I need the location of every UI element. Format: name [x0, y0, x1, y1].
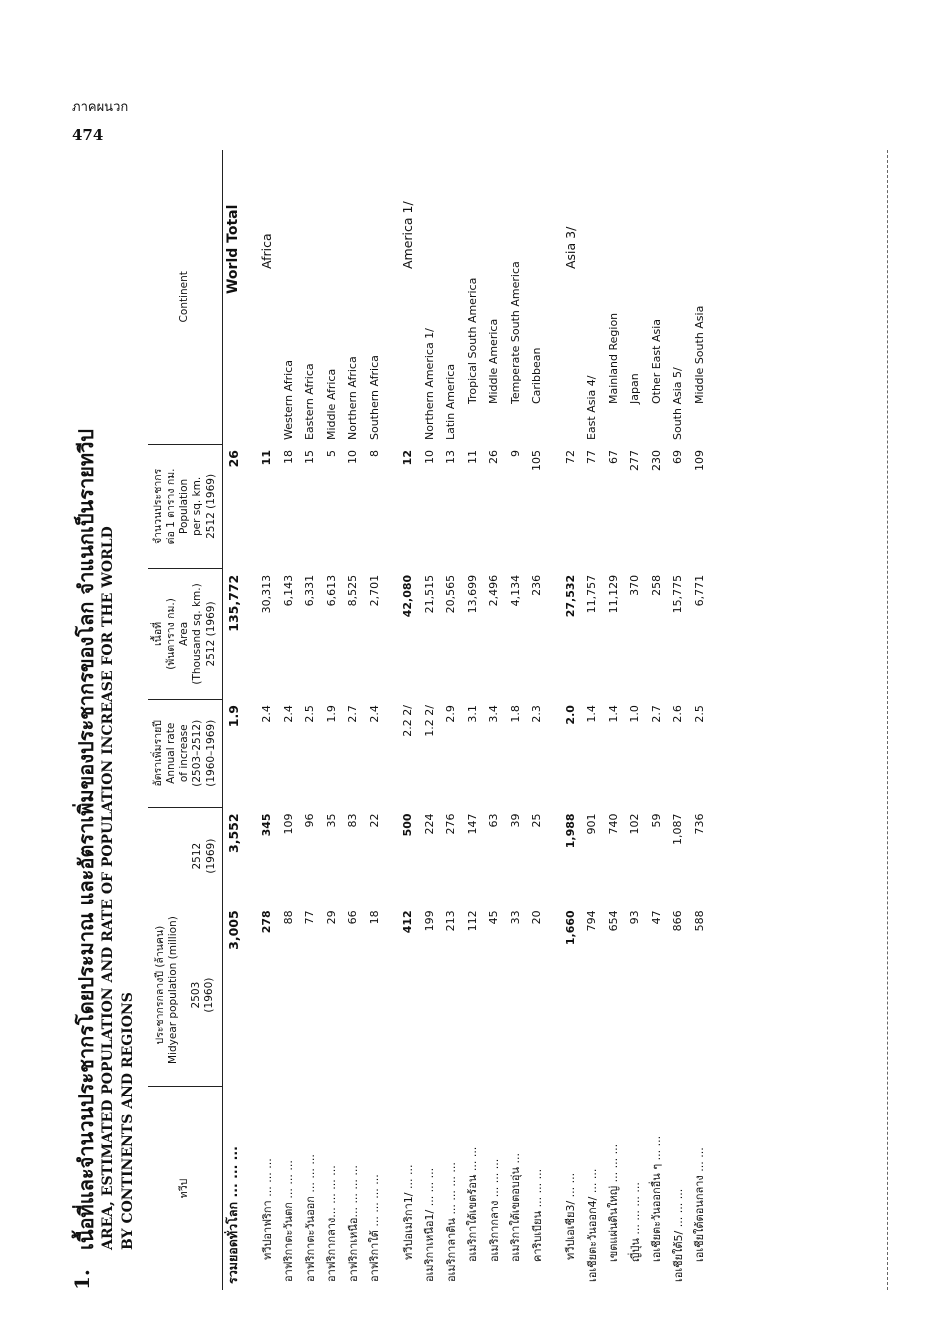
- row-area: 20,565: [444, 574, 458, 614]
- row-density: 105: [530, 450, 544, 472]
- row-pop-1969: 109: [281, 813, 295, 835]
- header-density-english-2: per sq. km.: [191, 476, 204, 537]
- row-thai-name: เอเชียใต้ตอนกลาง ... ...: [693, 1147, 707, 1262]
- row-pop-1969: 1,087: [671, 813, 685, 845]
- table-title-english: AREA, ESTIMATED POPULATION AND RATE OF POPULATION INCREASE FOR THE WORLD: [100, 526, 116, 1250]
- row-density: 8: [367, 450, 381, 458]
- header-rate-period-thai: (2503–2512): [191, 719, 204, 787]
- table-row: [222, 150, 244, 1290]
- row-area: 15,775: [671, 574, 685, 614]
- row-pop-1960: 213: [444, 910, 458, 932]
- table-row: [624, 150, 646, 1290]
- row-english-name: Tropical South America: [465, 277, 479, 405]
- row-thai-name: ทวีปเอเชีย3/ ... ...: [564, 1172, 578, 1260]
- row-pop-1969: 1,988: [563, 813, 577, 849]
- table-row: [526, 150, 548, 1290]
- row-rate: 1.2 2/: [422, 705, 436, 737]
- row-english-name: Eastern Africa: [303, 363, 317, 441]
- row-density: 9: [508, 450, 522, 458]
- row-area: 4,134: [508, 574, 522, 607]
- row-pop-1969: 102: [628, 813, 642, 835]
- header-density: [148, 444, 222, 569]
- row-english-name: Western Africa: [281, 360, 295, 441]
- row-rate: 3.1: [465, 705, 479, 723]
- row-pop-1969: 147: [465, 813, 479, 835]
- row-rate: 2.5: [692, 705, 706, 723]
- row-area: 2,496: [487, 574, 501, 607]
- row-rate: 1.9: [324, 705, 338, 723]
- row-rate: 2.2 2/: [401, 705, 415, 737]
- row-thai-name: รวมยอดทั่วโลก ... ... ...: [225, 1146, 241, 1284]
- table-row: [689, 150, 711, 1290]
- row-pop-1969: 500: [401, 813, 415, 837]
- row-pop-1960: 866: [671, 910, 685, 932]
- row-pop-1969: 276: [444, 813, 458, 835]
- row-thai-name: คาริบเบียน ... ... ...: [530, 1168, 544, 1262]
- header-area-english-1: Area: [178, 621, 191, 647]
- table-title-thai: เนื้อที่และจำนวนประชากรโดยประมาณ และอัตราเพิ่มของประชากรของโลก จำแนกเป็นรายทวีป: [74, 428, 98, 1250]
- table-row: [505, 150, 527, 1290]
- row-rate: 3.4: [487, 705, 501, 723]
- header-year1-thai: 2503: [189, 981, 202, 1009]
- row-rate: 2.4: [260, 705, 274, 723]
- row-rate: 2.6: [671, 705, 685, 723]
- row-density: 12: [401, 450, 415, 466]
- row-density: 26: [487, 450, 501, 465]
- header-pop-1969: [148, 807, 222, 904]
- row-pop-1960: 66: [346, 910, 360, 925]
- header-year2-thai: 2512: [191, 842, 204, 870]
- row-pop-1960: 412: [401, 910, 415, 934]
- row-thai-name: อาฟริกาตะวันตก ... ... ...: [282, 1160, 296, 1282]
- row-rate: 2.9: [444, 705, 458, 723]
- row-thai-name: เอเชียตะวันออกอื่น ๆ ... ...: [650, 1135, 664, 1262]
- row-english-name: Middle South Asia: [692, 305, 706, 405]
- row-area: 6,331: [303, 574, 317, 607]
- header-midyear-thai: ประชากรกลางปี (ล้านคน): [153, 925, 166, 1045]
- row-english-name: America 1/: [400, 201, 416, 270]
- row-pop-1960: 654: [606, 910, 620, 932]
- row-density: 109: [692, 450, 706, 472]
- row-pop-1960: 794: [585, 910, 599, 932]
- row-rate: 1.9: [225, 705, 241, 728]
- header-rate-period-english: (1960–1969): [204, 719, 217, 787]
- header-density-english-1: Population: [178, 478, 191, 534]
- row-pop-1969: 63: [487, 813, 501, 828]
- row-english-name: Africa: [259, 233, 275, 270]
- table-row: [646, 150, 668, 1290]
- row-area: 30,313: [260, 574, 274, 614]
- row-area: 258: [649, 574, 663, 596]
- spacer-row: [548, 150, 560, 1290]
- row-area: 236: [530, 574, 544, 596]
- table-row: [603, 150, 625, 1290]
- row-rate: 2.4: [281, 705, 295, 723]
- row-english-name: Other East Asia: [649, 319, 663, 405]
- row-area: 42,080: [401, 574, 415, 618]
- row-english-name: South Asia 5/: [671, 367, 685, 441]
- row-area: 6,143: [281, 574, 295, 607]
- row-pop-1960: 199: [422, 910, 436, 932]
- row-pop-1960: 29: [324, 910, 338, 925]
- row-pop-1960: 20: [530, 910, 544, 925]
- row-thai-name: อาฟริกาใต้ ... ... ... ...: [368, 1174, 382, 1282]
- row-pop-1960: 47: [649, 910, 663, 925]
- row-density: 15: [303, 450, 317, 465]
- row-rate: 2.4: [367, 705, 381, 723]
- header-continent-thai: ทวีป: [148, 1086, 222, 1290]
- row-thai-name: ทวีปอาฟริกา ... ... ...: [260, 1158, 274, 1260]
- row-pop-1969: 96: [303, 813, 317, 828]
- row-english-name: Mainland Region: [606, 312, 620, 405]
- row-density: 77: [585, 450, 599, 465]
- row-english-name: Temperate South America: [508, 261, 522, 405]
- table-row: [364, 150, 386, 1290]
- row-rate: 1.4: [606, 705, 620, 723]
- page-number: 474: [72, 126, 104, 144]
- row-pop-1960: 33: [508, 910, 522, 925]
- row-pop-1960: 588: [692, 910, 706, 932]
- row-pop-1969: 83: [346, 813, 360, 828]
- table-row: [483, 150, 505, 1290]
- spacer-row: [385, 150, 397, 1290]
- header-area-english-2: (Thousand sq. km.): [191, 583, 204, 685]
- row-english-name: World Total: [225, 204, 242, 295]
- row-pop-1960: 93: [628, 910, 642, 925]
- row-density: 67: [606, 450, 620, 465]
- row-pop-1960: 112: [465, 910, 479, 932]
- row-area: 370: [628, 574, 642, 596]
- spacer-row: [244, 150, 256, 1290]
- table-row: [397, 150, 419, 1290]
- table-bottom-rule: [887, 150, 888, 1290]
- row-density: 18: [281, 450, 295, 465]
- section-label: ภาคผนวก: [72, 100, 129, 115]
- row-english-name: Middle America: [487, 318, 501, 405]
- row-pop-1969: 224: [422, 813, 436, 835]
- row-pop-1969: 25: [530, 813, 544, 828]
- row-thai-name: อเมริกาเหนือ1/ ... ... ...: [423, 1167, 437, 1282]
- row-area: 11,757: [585, 574, 599, 614]
- row-pop-1969: 59: [649, 813, 663, 828]
- row-pop-1960: 18: [367, 910, 381, 925]
- row-pop-1969: 901: [585, 813, 599, 835]
- row-density: 13: [444, 450, 458, 465]
- row-pop-1969: 22: [367, 813, 381, 828]
- row-density: 11: [260, 450, 274, 466]
- row-area: 11,129: [606, 574, 620, 614]
- header-year2-english: (1969): [204, 838, 217, 874]
- row-pop-1969: 740: [606, 813, 620, 835]
- row-english-name: Asia 3/: [562, 226, 578, 270]
- row-area: 135,772: [225, 574, 241, 632]
- row-pop-1969: 345: [260, 813, 274, 837]
- table-row: [299, 150, 321, 1290]
- row-density: 11: [465, 450, 479, 465]
- row-thai-name: อเมริกาใต้เขตร้อน ... ...: [466, 1146, 480, 1262]
- row-density: 69: [671, 450, 685, 465]
- row-area: 6,613: [324, 574, 338, 607]
- table-row: [278, 150, 300, 1290]
- table-row: [419, 150, 441, 1290]
- table-row: [440, 150, 462, 1290]
- row-density: 72: [563, 450, 577, 465]
- row-rate: 1.4: [585, 705, 599, 723]
- row-english-name: Japan: [628, 373, 642, 405]
- row-thai-name: อเมริกาลาติน ... ... ... ...: [444, 1162, 458, 1282]
- row-rate: 1.8: [508, 705, 522, 723]
- table-row: [342, 150, 364, 1290]
- table-title-english-line2: BY CONTINENTS AND REGIONS: [120, 992, 136, 1250]
- row-english-name: Middle Africa: [324, 368, 338, 441]
- row-pop-1960: 45: [487, 910, 501, 925]
- row-pop-1960: 88: [281, 910, 295, 925]
- row-thai-name: ทวีปอเมริกา1/ ... ...: [401, 1164, 415, 1260]
- row-rate: 2.7: [346, 705, 360, 723]
- row-pop-1969: 39: [508, 813, 522, 828]
- row-density: 277: [628, 450, 642, 472]
- header-continent-english: Continent: [148, 150, 222, 444]
- row-english-name: Latin America: [444, 363, 458, 441]
- header-rate-thai: อัตราเพิ่มรายปี: [152, 720, 164, 787]
- row-english-name: East Asia 4/: [585, 375, 599, 441]
- row-thai-name: เอเชียใต้5/ ... ... ...: [671, 1188, 685, 1282]
- table-row: [256, 150, 278, 1290]
- header-area-thai-1: เนื้อที่: [152, 621, 164, 646]
- row-pop-1969: 35: [324, 813, 338, 828]
- row-thai-name: อเมริกาใต้เขตอบอุ่น ...: [509, 1152, 523, 1262]
- row-rate: 2.5: [303, 705, 317, 723]
- row-thai-name: อาฟริกาตะวันออก ... ... ...: [303, 1154, 317, 1282]
- row-density: 230: [649, 450, 663, 472]
- population-table: [148, 150, 710, 1290]
- row-area: 13,699: [465, 574, 479, 614]
- table-row: [667, 150, 689, 1290]
- row-rate: 1.0: [628, 705, 642, 723]
- row-thai-name: อาฟริกากลาง... ... ... ...: [325, 1165, 339, 1282]
- row-english-name: Northern Africa: [346, 356, 360, 441]
- row-rate: 2.7: [649, 705, 663, 723]
- row-thai-name: เขตแผ่นดินใหญ่ ... ... ...: [607, 1143, 621, 1262]
- row-pop-1969: 736: [692, 813, 706, 835]
- row-density: 26: [225, 450, 241, 468]
- table-row: [321, 150, 343, 1290]
- row-english-name: Northern America 1/: [422, 328, 436, 441]
- row-area: 21,515: [422, 574, 436, 614]
- header-area-thai-2: (พันตาราง กม.): [165, 598, 178, 670]
- table-row: [581, 150, 603, 1290]
- header-year1-english: (1960): [202, 977, 215, 1013]
- header-pop-1960: [148, 904, 222, 1086]
- row-pop-1960: 1,660: [563, 910, 577, 946]
- header-midyear-english: Midyear population (million): [166, 916, 179, 1064]
- row-pop-1969: 3,552: [225, 813, 241, 853]
- header-density-thai-2: ต่อ 1 ตาราง กม.: [165, 468, 178, 545]
- row-thai-name: ญี่ปุ่น ... ... ... ...: [628, 1182, 642, 1262]
- row-thai-name: เอเชียตะวันออก4/ ... ...: [585, 1168, 599, 1282]
- row-thai-name: อเมริกากลาง ... ... ...: [487, 1158, 501, 1262]
- row-english-name: Southern Africa: [367, 355, 381, 441]
- row-density: 10: [346, 450, 360, 465]
- header-rate-english-1: Annual rate: [165, 722, 178, 784]
- row-area: 6,771: [692, 574, 706, 607]
- row-area: 8,525: [346, 574, 360, 607]
- header-area: [148, 569, 222, 699]
- row-rate: 2.3: [530, 705, 544, 723]
- table-number: 1.: [70, 1269, 94, 1290]
- header-density-year: 2512 (1969): [204, 473, 217, 539]
- row-density: 10: [422, 450, 436, 465]
- header-rate-english-2: of increase: [178, 724, 191, 783]
- header-row: [148, 150, 222, 1290]
- row-area: 2,701: [367, 574, 381, 607]
- row-pop-1960: 278: [260, 910, 274, 934]
- table-row: [560, 150, 582, 1290]
- row-rate: 2.0: [563, 705, 577, 725]
- row-pop-1960: 3,005: [225, 910, 241, 950]
- table-row: [462, 150, 484, 1290]
- row-density: 5: [324, 450, 338, 458]
- rotated-table-sheet: [70, 150, 900, 1290]
- header-rate: [148, 699, 222, 807]
- row-thai-name: อาฟริกาเหนือ... ... ... ...: [346, 1165, 360, 1282]
- row-english-name: Caribbean: [530, 347, 544, 405]
- header-area-year: 2512 (1969): [204, 601, 217, 667]
- row-area: 27,532: [563, 574, 577, 618]
- row-pop-1960: 77: [303, 910, 317, 925]
- header-density-thai-1: จำนวนประชากร: [152, 468, 164, 545]
